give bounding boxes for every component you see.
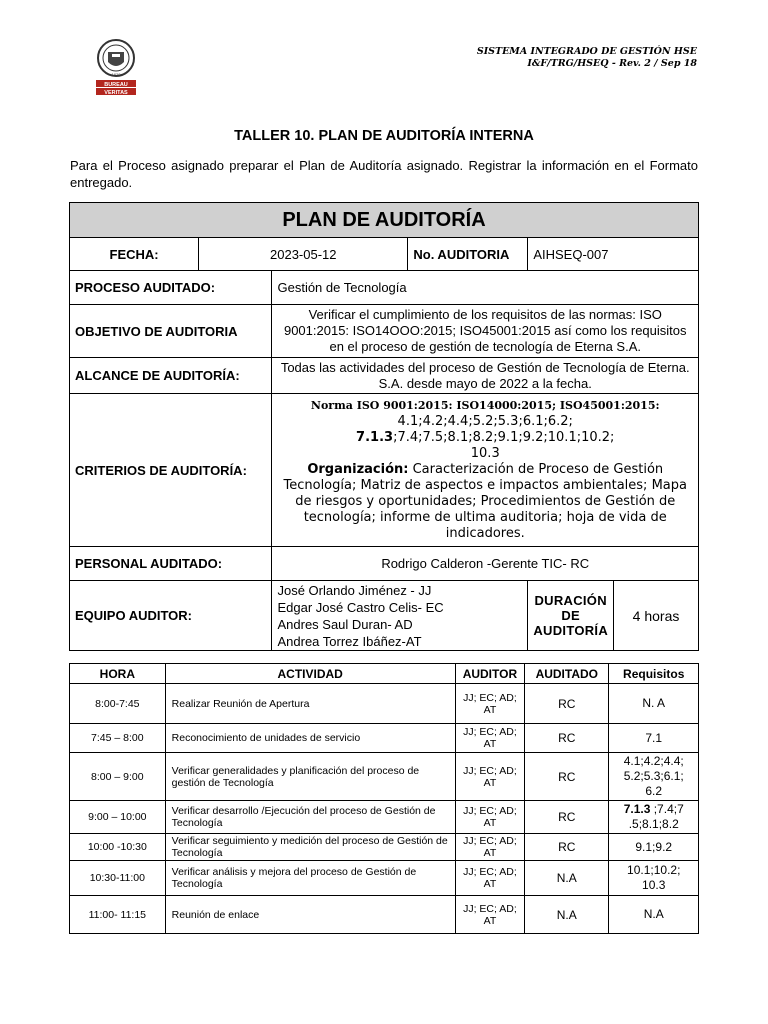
col-auditado: AUDITADO: [525, 664, 609, 684]
svg-text:1828: 1828: [111, 72, 121, 77]
personal-value: Rodrigo Calderon -Gerente TIC- RC: [272, 547, 699, 581]
activities-table: [69, 663, 699, 934]
cell-auditado: RC: [525, 834, 609, 861]
cell-auditor: JJ; EC; AD; AT: [455, 684, 524, 724]
duracion-label: DURACIÓN DE AUDITORÍA: [528, 581, 614, 651]
cell-hora: 8:00-7:45: [70, 684, 166, 724]
cell-auditor: JJ; EC; AD; AT: [455, 724, 524, 753]
cell-auditor: JJ; EC; AD; AT: [455, 861, 524, 896]
criterios-norma-line3: ;7.4;7.5;8.1;8.2;9.1;9.2;10.1;10.2;: [393, 430, 615, 445]
bureau-veritas-logo: [92, 36, 140, 100]
req-bold: 7.1.3: [623, 802, 651, 816]
cell-hora: 9:00 – 10:00: [70, 801, 166, 834]
fecha-label: FECHA:: [70, 238, 199, 271]
req-text: 7.1: [645, 730, 663, 745]
req-text: 4.1;4.2;4.4; 5.2;5.3;6.1; 6.2: [623, 754, 684, 798]
cell-auditor: JJ; EC; AD; AT: [455, 896, 524, 934]
cell-hora: 10:00 -10:30: [70, 834, 166, 861]
criterios-norma: Norma ISO 9001:2015: ISO14000:2015; ISO45001:2015:: [310, 399, 660, 412]
svg-text:VERITAS: VERITAS: [104, 90, 128, 96]
cell-hora: 10:30-11:00: [70, 861, 166, 896]
cell-actividad: Verificar seguimiento y medición del proceso de Gestión de Tecnología: [165, 834, 455, 861]
criterios-713: 7.1.3: [356, 430, 394, 445]
cell-hora: 7:45 – 8:00: [70, 724, 166, 753]
cell-actividad: Reunión de enlace: [165, 896, 455, 934]
cell-auditor: JJ; EC; AD; AT: [455, 834, 524, 861]
req-text: 10.1;10.2; 10.3: [627, 863, 681, 892]
cell-requisitos: [609, 684, 699, 724]
plan-heading: PLAN DE AUDITORÍA: [70, 203, 699, 238]
criterios-value: [272, 394, 699, 547]
equipo-label: EQUIPO AUDITOR:: [70, 581, 272, 651]
cell-requisitos: [609, 801, 699, 834]
objetivo-label: OBJETIVO DE AUDITORIA: [70, 305, 272, 358]
criterios-norma-line4: 10.3: [470, 446, 500, 461]
page-title: TALLER 10. PLAN DE AUDITORÍA INTERNA: [234, 128, 534, 144]
alcance-value: Todas las actividades del proceso de Gestión de Tecnología de Eterna. S.A. desde mayo de 2022 a la fecha.: [272, 358, 699, 394]
equipo-member: Andrea Torrez Ibáñez-AT: [277, 633, 422, 649]
col-requisitos: Requisitos: [609, 664, 699, 684]
alcance-label: ALCANCE DE AUDITORÍA:: [70, 358, 272, 394]
equipo-list: [272, 581, 528, 651]
cell-auditado: RC: [525, 753, 609, 801]
criterios-label: CRITERIOS DE AUDITORÍA:: [70, 394, 272, 547]
equipo-member: Edgar José Castro Celis- EC: [277, 599, 444, 615]
req-text: N. A: [642, 696, 666, 710]
cell-actividad: Verificar desarrollo /Ejecución del proceso de Gestión de Tecnología: [165, 801, 455, 834]
cell-auditor: JJ; EC; AD; AT: [455, 801, 524, 834]
cell-requisitos: [609, 834, 699, 861]
table-row: [70, 801, 699, 834]
personal-label: PERSONAL AUDITADO:: [70, 547, 272, 581]
req-text: 9.1;9.2: [635, 839, 673, 854]
system-line: SISTEMA INTEGRADO DE GESTIÓN HSE: [476, 46, 697, 57]
cell-actividad: Verificar generalidades y planificación del proceso de gestión de Tecnología: [165, 753, 455, 801]
col-auditor: AUDITOR: [455, 664, 524, 684]
ref-line: I&F/TRG/HSEQ - Rev. 2 / Sep 18: [527, 58, 697, 69]
table-header-row: [70, 664, 699, 684]
table-row: [70, 753, 699, 801]
duracion-value: 4 horas: [614, 581, 699, 651]
cell-requisitos: [609, 753, 699, 801]
no-auditoria-label: No. AUDITORIA: [408, 238, 528, 271]
table-row: [70, 896, 699, 934]
objetivo-value: Verificar el cumplimiento de los requisitos de las normas: ISO 9001:2015: ISO14OOO:2015; ISO45001:2015 así como los requisitos en el proceso de gestión de tecnología de Eterna S.A.: [272, 305, 699, 358]
cell-auditado: RC: [525, 724, 609, 753]
req-text: N.A: [643, 907, 664, 921]
table-row: [70, 684, 699, 724]
proceso-label: PROCESO AUDITADO:: [70, 271, 272, 305]
equipo-member: José Orlando Jiménez - JJ: [277, 582, 432, 598]
cell-auditado: N.A: [525, 861, 609, 896]
proceso-value: Gestión de Tecnología: [272, 271, 699, 305]
cell-requisitos: [609, 896, 699, 934]
cell-hora: 8:00 – 9:00: [70, 753, 166, 801]
criterios-norma-line2: 4.1;4.2;4.4;5.2;5.3;6.1;6.2;: [397, 414, 573, 429]
table-row: [70, 834, 699, 861]
cell-auditor: JJ; EC; AD; AT: [455, 753, 524, 801]
cell-hora: 11:00- 11:15: [70, 896, 166, 934]
table-row: [70, 861, 699, 896]
cell-auditado: RC: [525, 684, 609, 724]
cell-actividad: Reconocimiento de unidades de servicio: [165, 724, 455, 753]
cell-auditado: RC: [525, 801, 609, 834]
table-row: [70, 724, 699, 753]
fecha-value: 2023-05-12: [199, 238, 408, 271]
intro-text: Para el Proceso asignado preparar el Plan de Auditoría asignado. Registrar la información en el Formato entregado.: [70, 158, 698, 190]
equipo-member: Andres Saul Duran- AD: [277, 616, 413, 632]
no-auditoria-value: AIHSEQ-007: [528, 238, 699, 271]
cell-requisitos: [609, 724, 699, 753]
cell-actividad: Verificar análisis y mejora del proceso de Gestión de Tecnología: [165, 861, 455, 896]
col-actividad: ACTIVIDAD: [165, 664, 455, 684]
audit-plan-table: [69, 202, 699, 651]
svg-text:BUREAU: BUREAU: [104, 82, 128, 88]
cell-requisitos: [609, 861, 699, 896]
document-reference: [477, 46, 697, 70]
req-text: ;7.4;7 .5;8.1;8.2: [628, 802, 684, 831]
criterios-org-text: Caracterización de Proceso de Gestión Tecnología; Matriz de aspectos e impactos ambientales; Mapa de riesgos y oportunidades; Procedimientos de Gestión de tecnología; informe de ultima auditoria; hoja de vida de indicadores.: [283, 462, 687, 541]
criterios-org-label: Organización:: [307, 462, 409, 477]
cell-actividad: Realizar Reunión de Apertura: [165, 684, 455, 724]
col-hora: HORA: [70, 664, 166, 684]
cell-auditado: N.A: [525, 896, 609, 934]
